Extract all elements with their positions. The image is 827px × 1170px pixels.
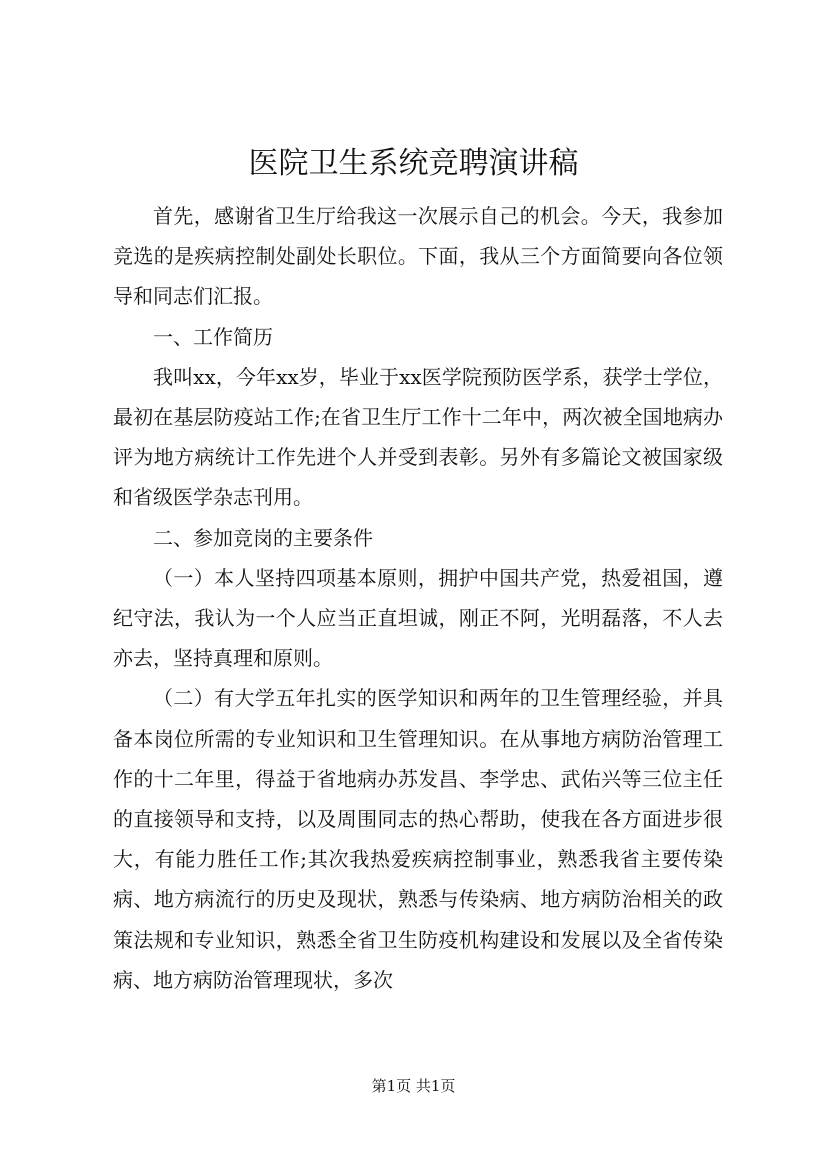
page-number-footer: 第1页 共1页 bbox=[371, 1077, 456, 1095]
condition-paragraph-1: （一）本人坚持四项基本原则，拥护中国共产党，热爱祖国，遵纪守法，我认为一个人应当正直坦诚，刚正不阿，光明磊落，不人去亦去，坚持真理和原则。 bbox=[113, 565, 723, 671]
section-heading-work-history: 一、工作简历 bbox=[153, 324, 273, 349]
condition-paragraph-2: （二）有大学五年扎实的医学知识和两年的卫生管理经验，并具备本岗位所需的专业知识和卫生管理知识。在从事地方病防治管理工作的十二年里，得益于省地病办苏发昌、李学忠、武佑兴等三位主任的直接领导和支持，以及周围同志的热心帮助，使我在各方面进步很大，有能力胜任工作;其次我热爱疾病控制事业，熟悉我省主要传染病、地方病流行的历史及现状，熟悉与传染病、地方病防治相关的政策法规和专业知识，熟悉全省卫生防疫机构建设和发展以及全省传染病、地方病防治管理现状，多次 bbox=[113, 686, 723, 992]
document-title: 医院卫生系统竞聘演讲稿 bbox=[248, 146, 579, 181]
section-heading-conditions: 二、参加竞岗的主要条件 bbox=[153, 525, 373, 550]
work-history-paragraph: 我叫xx，今年xx岁，毕业于xx医学院预防医学系，获学士学位，最初在基层防疫站工作;在省卫生厅工作十二年中，两次被全国地病办评为地方病统计工作先进个人并受到表彰。另外有多篇论文被国家级和省级医学杂志刊用。 bbox=[113, 364, 723, 510]
intro-paragraph: 首先，感谢省卫生厅给我这一次展示自己的机会。今天，我参加竞选的是疾病控制处副处长职位。下面，我从三个方面简要向各位领导和同志们汇报。 bbox=[113, 204, 723, 309]
document-body bbox=[113, 196, 723, 1000]
